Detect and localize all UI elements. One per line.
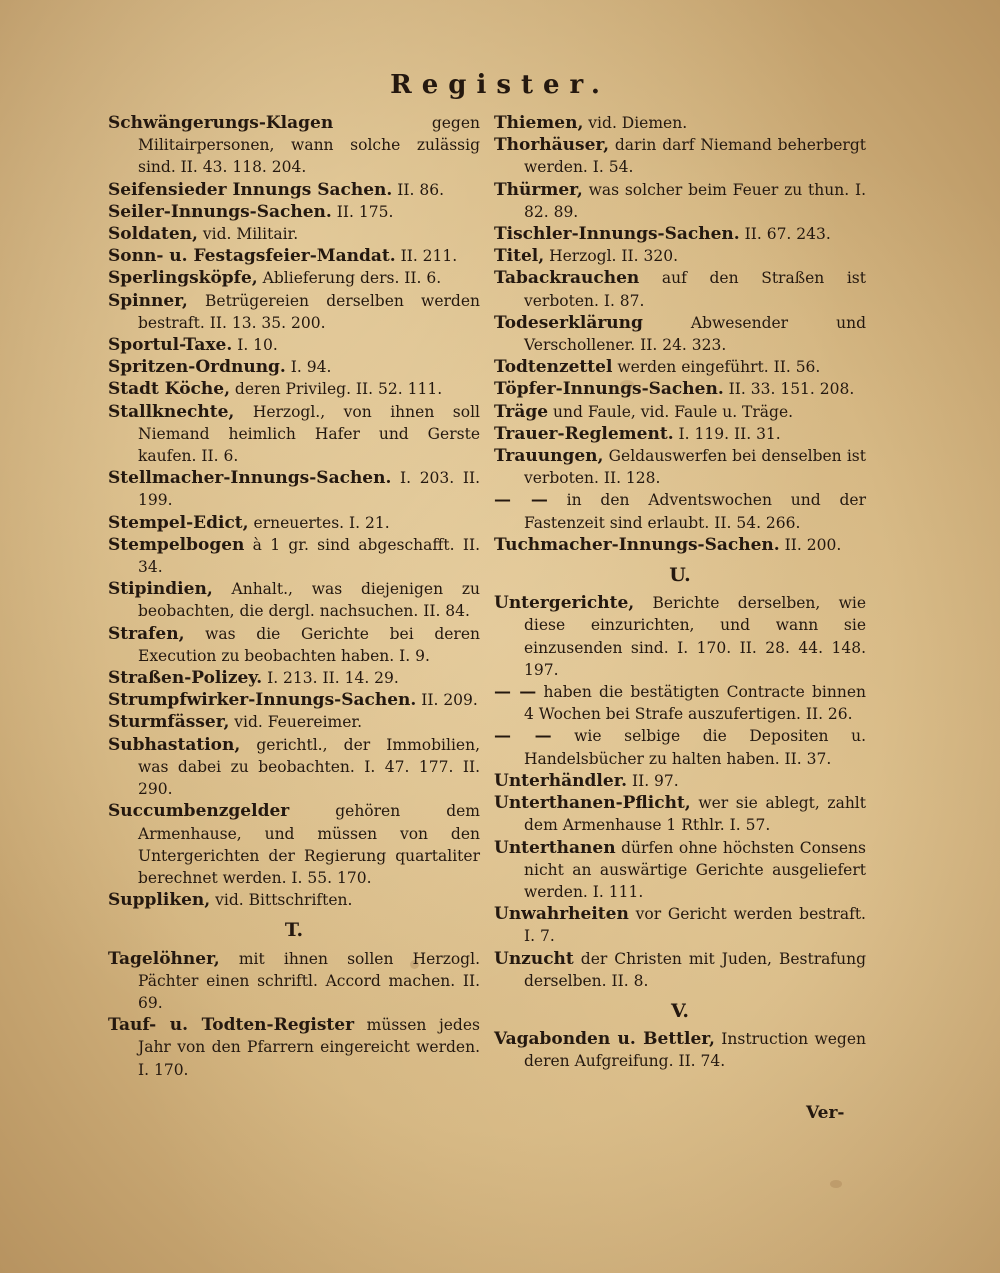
entry-text: vid. Feuereimer. <box>229 713 363 732</box>
entry-text: werden eingeführt. II. 56. <box>612 358 821 377</box>
index-entry <box>108 948 480 1015</box>
entry-heading: Tauf- u. Todten-Register <box>108 1015 355 1036</box>
entry-text: Herzogl., von ihnen soll Niemand heimlich Hafer und Gerste kaufen. II. 6. <box>138 402 480 466</box>
index-entry <box>108 734 480 801</box>
entry-text: Herzogl. II. 320. <box>544 247 679 266</box>
index-entry <box>108 689 480 711</box>
entry-heading: Tagelöhner, <box>108 948 220 969</box>
entry-text: vid. Militair. <box>197 225 299 244</box>
entry-text: I. 10. <box>232 336 278 355</box>
entry-text: à 1 gr. sind abgeschafft. II. 34. <box>138 535 480 577</box>
entry-text: I. 119. II. 31. <box>673 424 781 443</box>
index-entry <box>108 578 480 622</box>
index-entry <box>108 223 480 245</box>
right-column <box>494 112 866 1073</box>
section-letter: U. <box>669 564 691 587</box>
index-entry <box>494 134 866 178</box>
index-entry <box>108 179 480 201</box>
entry-heading: Unterhändler. <box>494 770 628 791</box>
entry-text: Berichte derselben, wie diese einzurichten, und wann sie einzusenden sind. I. 170. II. 28. 44. 148. 197. <box>524 594 866 679</box>
entry-text: II. 33. 151. 208. <box>723 380 855 399</box>
entry-heading: Vagabonden u. Bettler, <box>494 1029 715 1050</box>
index-entry <box>108 512 480 534</box>
entry-heading: Trauer-Reglement. <box>494 423 674 444</box>
index-entry <box>108 378 480 400</box>
entry-heading: Titel, <box>494 246 545 267</box>
index-entry <box>494 792 866 836</box>
entry-heading: Unwahrheiten <box>494 904 629 925</box>
entry-heading: Schwängerungs-Klagen <box>108 113 334 133</box>
entry-heading: Todtenzettel <box>494 357 613 378</box>
index-entry <box>494 423 866 445</box>
index-entry <box>494 179 866 223</box>
index-entry <box>494 592 866 681</box>
paper-stain <box>830 1180 842 1188</box>
entry-text: gerichtl., der Immobilien, was dabei zu beobachten. I. 47. 177. II. 290. <box>138 735 480 799</box>
entry-text: II. 97. <box>627 771 679 790</box>
entry-heading: Suppliken, <box>108 890 211 911</box>
entry-text: I. 94. <box>285 358 332 377</box>
entry-text: Anhalt., was diejenigen zu beobachten, die dergl. nachsuchen. II. 84. <box>138 580 480 621</box>
entry-text: haben die bestätigten Contracte binnen 4 Wochen bei Strafe auszufertigen. II. 26. <box>524 683 867 724</box>
entry-heading: Stellmacher-Innungs-Sachen. <box>108 468 392 489</box>
index-entry <box>494 681 866 725</box>
entry-heading: Subhastation, <box>108 734 241 755</box>
entry-text: I. 213. II. 14. 29. <box>262 669 399 688</box>
index-entry <box>108 800 480 889</box>
entry-text: vid. Bittschriften. <box>210 891 353 910</box>
entry-text: in den Adventswochen und der Fastenzeit sind erlaubt. II. 54. 266. <box>524 491 866 532</box>
entry-text: II. 209. <box>416 691 478 710</box>
entry-text: Betrügereien derselben werden bestraft. II. 13. 35. 200. <box>138 291 480 332</box>
index-entry <box>108 290 480 334</box>
index-entry <box>494 245 866 267</box>
entry-heading: Träge <box>494 401 549 422</box>
entry-text: was die Gerichte bei deren Execution zu beobachten haben. I. 9. <box>138 624 480 665</box>
index-entry <box>494 401 866 423</box>
index-entry <box>494 112 866 134</box>
entry-heading: — — <box>494 726 552 747</box>
section-letter: V. <box>670 999 690 1022</box>
index-entry <box>108 401 480 468</box>
entry-text: II. 200. <box>779 535 842 554</box>
entry-heading: Unzucht <box>494 948 574 969</box>
index-entry <box>108 623 480 667</box>
entry-heading: Straßen-Polizey. <box>108 668 263 689</box>
page-header: Register. <box>390 70 610 100</box>
index-entry <box>494 489 866 533</box>
entry-text: müssen jedes Jahr von den Pfarrern eingereicht werden. I. 170. <box>138 1016 480 1079</box>
entry-heading: Tuchmacher-Innungs-Sachen. <box>494 534 780 555</box>
entry-heading: Stadt Köche, <box>108 379 230 400</box>
entry-text: erneuertes. I. 21. <box>248 513 390 532</box>
entry-heading: Sturmfässer, <box>108 712 230 733</box>
entry-heading: Succumbenzgelder <box>108 801 290 822</box>
entry-heading: Sperlingsköpfe, <box>108 268 258 289</box>
entry-text: was solcher beim Feuer zu thun. I. 82. 89. <box>524 180 866 221</box>
entry-heading: Spritzen-Ordnung. <box>108 357 286 378</box>
entry-text: deren Privileg. II. 52. 111. <box>230 380 443 399</box>
index-entry <box>108 112 480 179</box>
index-entry <box>108 711 480 733</box>
index-entry <box>494 312 866 356</box>
index-entry <box>108 334 480 356</box>
entry-text: auf den Straßen ist verboten. I. 87. <box>524 269 866 310</box>
entry-heading: Seifensieder Innungs Sachen. <box>108 179 393 200</box>
index-entry <box>494 356 866 378</box>
index-entry <box>108 667 480 689</box>
entry-text: II. 86. <box>392 180 445 199</box>
entry-text: der Christen mit Juden, Bestrafung derselben. II. 8. <box>524 949 866 990</box>
entry-heading: Unterthanen-Pflicht, <box>494 793 691 814</box>
entry-heading: Strumpfwirker-Innungs-Sachen. <box>108 690 417 711</box>
section-letter: T. <box>284 919 304 942</box>
entry-text: gegen Militairpersonen, wann solche zulässig sind. II. 43. 118. 204. <box>138 114 480 177</box>
entry-heading: Töpfer-Innungs-Sachen. <box>494 379 724 400</box>
index-entry <box>108 889 480 911</box>
entry-text: mit ihnen sollen Herzogl. Pächter einen schriftl. Accord machen. II. 69. <box>138 949 480 1012</box>
index-entry <box>494 837 866 904</box>
entry-heading: Stempelbogen <box>108 534 245 555</box>
catchword: Ver- <box>806 1103 845 1123</box>
entry-text: Ablieferung ders. II. 6. <box>257 269 442 288</box>
entry-heading: Sportul-Taxe. <box>108 335 233 356</box>
index-entry <box>494 1028 866 1072</box>
entry-text: dürfen ohne höchsten Consens nicht an auswärtige Gerichte ausgeliefert werden. I. 111. <box>524 838 866 901</box>
entry-text: Geldauswerfen bei denselben ist verboten. II. 128. <box>524 447 866 488</box>
index-entry <box>108 267 480 289</box>
entry-heading: Thürmer, <box>494 179 583 200</box>
entry-heading: Seiler-Innungs-Sachen. <box>108 201 332 222</box>
entry-heading: Tabackrauchen <box>494 268 640 289</box>
entry-heading: Thiemen, <box>494 113 584 133</box>
entry-text: gehören dem Armenhause, und müssen von den Untergerichten der Regierung quartaliter berechnet werden. I. 55. 170. <box>138 802 480 887</box>
index-entry <box>494 223 866 245</box>
entry-heading: Stipindien, <box>108 579 213 600</box>
index-entry <box>108 245 480 267</box>
entry-heading: Trauungen, <box>494 446 604 467</box>
entry-text: darin darf Niemand beherbergt werden. I. 54. <box>524 136 866 177</box>
index-entry <box>494 770 866 792</box>
entry-heading: Stallknechte, <box>108 401 235 422</box>
left-column <box>108 112 480 1081</box>
entry-heading: Tischler-Innungs-Sachen. <box>494 224 740 245</box>
index-entry <box>108 201 480 223</box>
entry-heading: — — <box>494 682 537 703</box>
entry-heading: Sonn- u. Festagsfeier-Mandat. <box>108 246 396 267</box>
index-entry <box>108 467 480 511</box>
index-entry <box>108 1014 480 1081</box>
entry-heading: Soldaten, <box>108 224 198 245</box>
entry-heading: — — <box>494 490 548 511</box>
entry-text: wie selbige die Depositen u. Handelsbücher zu halten haben. II. 37. <box>524 727 867 768</box>
entry-text: Instruction wegen deren Aufgreifung. II. 74. <box>524 1030 866 1071</box>
index-entry <box>494 948 866 992</box>
entry-text: und Faule, vid. Faule u. Träge. <box>548 402 794 421</box>
entry-heading: Unterthanen <box>494 837 616 858</box>
entry-text: wer sie ablegt, zahlt dem Armenhause 1 Rthlr. I. 57. <box>524 794 866 835</box>
entry-heading: Stempel-Edict, <box>108 512 249 533</box>
entry-heading: Thorhäuser, <box>494 135 610 156</box>
entry-text: vid. Diemen. <box>583 114 688 132</box>
entry-text: II. 211. <box>395 247 458 266</box>
entry-text: vor Gericht werden bestraft. I. 7. <box>524 905 866 946</box>
index-entry <box>494 267 866 311</box>
entry-heading: Strafen, <box>108 623 185 644</box>
index-entry <box>108 356 480 378</box>
entry-text: Abwesender und Verschollener. II. 24. 323. <box>524 313 866 355</box>
entry-heading: Untergerichte, <box>494 593 635 614</box>
entry-text: I. 203. II. 199. <box>138 469 480 510</box>
index-entry <box>494 378 866 400</box>
entry-heading: Spinner, <box>108 290 188 311</box>
index-entry <box>494 903 866 947</box>
index-entry <box>494 445 866 489</box>
index-entry <box>108 534 480 578</box>
entry-heading: Todeserklärung <box>494 312 643 333</box>
index-entry <box>494 725 866 769</box>
entry-text: II. 67. 243. <box>739 225 831 244</box>
entry-text: II. 175. <box>331 202 394 221</box>
index-entry <box>494 534 866 556</box>
